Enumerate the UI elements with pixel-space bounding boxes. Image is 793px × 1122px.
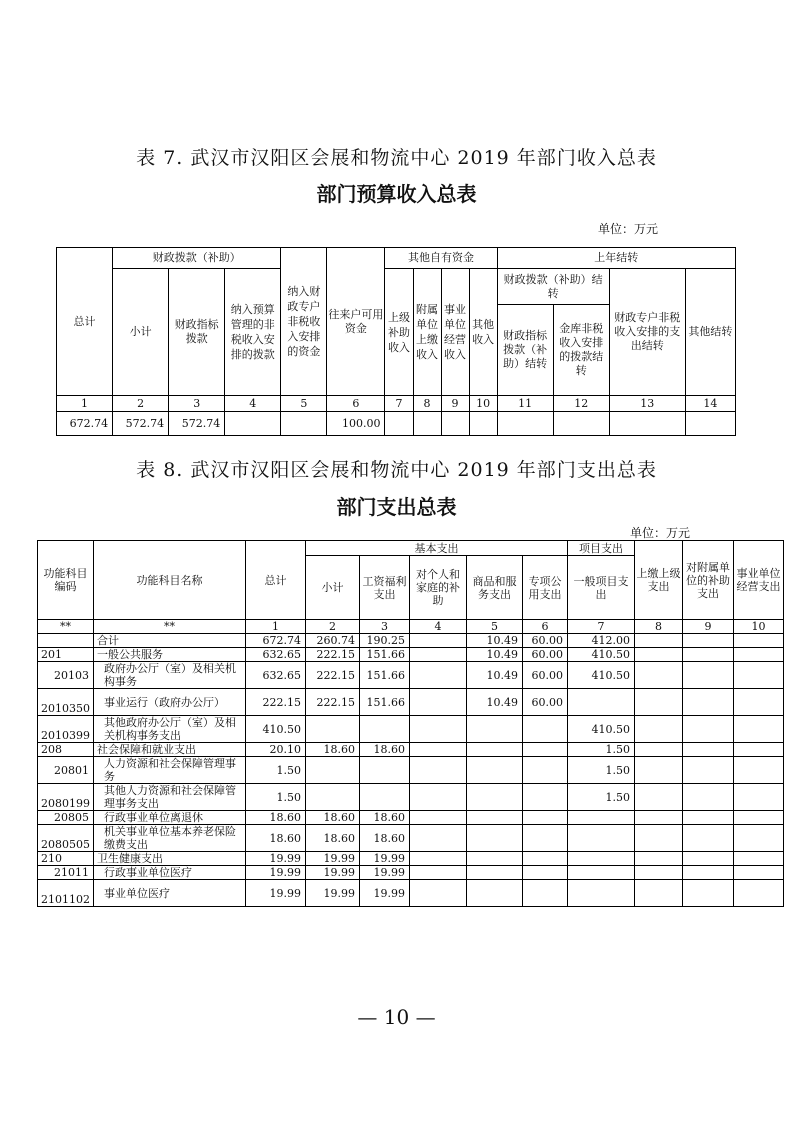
row-value-7 (568, 689, 635, 716)
row-value-8 (635, 880, 683, 907)
row-code: 2010350 (38, 689, 94, 716)
row-value-4 (410, 811, 467, 825)
row-value-5: 10.49 (467, 648, 523, 662)
row-value-9 (683, 866, 734, 880)
income-value-9 (441, 412, 469, 436)
col-number-12: 12 (553, 396, 609, 412)
h8-goods: 商品和服务支出 (467, 556, 523, 620)
row-value-3: 19.99 (360, 880, 410, 907)
row-value-4 (410, 866, 467, 880)
row-code: 20805 (38, 811, 94, 825)
row-value-10 (734, 716, 784, 743)
h8-general-project: 一般项目支出 (568, 556, 635, 620)
table8-subtitle: 部门支出总表 (336, 495, 457, 519)
income-value-2: 572.74 (113, 412, 169, 436)
row-value-5: 10.49 (467, 689, 523, 716)
row-value-7: 410.50 (568, 662, 635, 689)
row-value-5 (467, 880, 523, 907)
income-value-4 (225, 412, 281, 436)
row-value-9 (683, 634, 734, 648)
row-value-4 (410, 757, 467, 784)
h8-project: 项目支出 (568, 541, 635, 556)
row-value-10 (734, 784, 784, 811)
row-value-2: 222.15 (306, 689, 360, 716)
col-number-10: 10 (469, 396, 497, 412)
row-value-10 (734, 648, 784, 662)
row-value-5 (467, 716, 523, 743)
row-value-2: 260.74 (306, 634, 360, 648)
row-value-6 (523, 811, 568, 825)
row-value-7 (568, 825, 635, 852)
row-name: 社会保障和就业支出 (94, 743, 246, 757)
h-last-year: 上年结转 (497, 248, 735, 269)
row-value-2: 18.60 (306, 825, 360, 852)
row-value-8 (635, 662, 683, 689)
h-affiliated: 附属单位上缴收入 (413, 269, 441, 396)
row-value-10 (734, 689, 784, 716)
h-subtotal: 小计 (113, 269, 169, 396)
row-value-10 (734, 662, 784, 689)
index-row (38, 620, 784, 634)
row-value-9 (683, 880, 734, 907)
row-value-9 (683, 757, 734, 784)
row-value-9 (683, 662, 734, 689)
row-value-1: 19.99 (246, 866, 306, 880)
row-code: 20103 (38, 662, 94, 689)
row-value-3: 151.66 (360, 689, 410, 716)
h-total: 总计 (57, 248, 113, 396)
row-value-1: 1.50 (246, 784, 306, 811)
row-value-9 (683, 689, 734, 716)
h-current-funds: 往来户可用资金 (327, 248, 385, 396)
h8-upper-pay: 上缴上级支出 (635, 541, 683, 620)
table-row (38, 866, 784, 880)
row-value-7: 410.50 (568, 648, 635, 662)
income-value-14 (685, 412, 735, 436)
income-value-12 (553, 412, 609, 436)
row-value-2: 222.15 (306, 648, 360, 662)
row-name: 行政事业单位医疗 (94, 866, 246, 880)
h8-code: 功能科目编码 (38, 541, 94, 620)
col-number-14: 14 (685, 396, 735, 412)
col-number-8: 8 (413, 396, 441, 412)
row-value-10 (734, 743, 784, 757)
table7-title: 表 7. 武汉市汉阳区会展和物流中心 2019 年部门收入总表 (136, 147, 657, 169)
row-value-4 (410, 689, 467, 716)
table7-subtitle: 部门预算收入总表 (316, 182, 477, 206)
index-cell-12: 10 (734, 620, 784, 634)
row-name: 其他人力资源和社会保障管理事务支出 (94, 784, 246, 811)
row-value-8 (635, 743, 683, 757)
row-value-8 (635, 634, 683, 648)
col-number-1: 1 (57, 396, 113, 412)
h-fiscal-index: 财政指标拨款 (169, 269, 225, 396)
row-value-3: 18.60 (360, 743, 410, 757)
row-name: 卫生健康支出 (94, 852, 246, 866)
h-nontax-special: 纳入财政专户非税收入安排的资金 (281, 248, 327, 396)
row-value-8 (635, 716, 683, 743)
row-value-3: 18.60 (360, 811, 410, 825)
expenditure-table (37, 540, 784, 907)
h-upper-subsidy: 上级补助收入 (385, 269, 413, 396)
row-value-7 (568, 880, 635, 907)
row-name: 政府办公厅（室）及相关机构事务 (94, 662, 246, 689)
table-row (38, 743, 784, 757)
row-value-8 (635, 825, 683, 852)
col-number-13: 13 (609, 396, 685, 412)
col-number-4: 4 (225, 396, 281, 412)
table7-unit: 单位：万元 (598, 222, 659, 236)
row-value-9 (683, 716, 734, 743)
row-value-4 (410, 784, 467, 811)
row-value-3: 19.99 (360, 852, 410, 866)
index-cell-4: 2 (306, 620, 360, 634)
row-value-1: 19.99 (246, 852, 306, 866)
row-value-4 (410, 634, 467, 648)
row-value-9 (683, 852, 734, 866)
row-value-6 (523, 716, 568, 743)
row-value-9 (683, 648, 734, 662)
row-value-8 (635, 757, 683, 784)
row-value-6: 60.00 (523, 648, 568, 662)
row-value-7 (568, 866, 635, 880)
row-value-3 (360, 716, 410, 743)
h-other-income: 其他收入 (469, 269, 497, 396)
row-code: 2080505 (38, 825, 94, 852)
table-row (38, 784, 784, 811)
row-value-1: 672.74 (246, 634, 306, 648)
row-value-1: 632.65 (246, 662, 306, 689)
income-value-13 (609, 412, 685, 436)
table8-unit: 单位：万元 (630, 526, 691, 540)
row-value-7: 1.50 (568, 784, 635, 811)
h-fiscal-index-carry: 财政指标拨款（补助）结转 (497, 305, 553, 396)
table-row (38, 634, 784, 648)
index-cell-5: 3 (360, 620, 410, 634)
row-value-10 (734, 880, 784, 907)
index-cell-6: 4 (410, 620, 467, 634)
row-value-10 (734, 825, 784, 852)
row-name: 行政事业单位离退休 (94, 811, 246, 825)
index-cell-11: 9 (683, 620, 734, 634)
row-value-5 (467, 866, 523, 880)
row-value-6: 60.00 (523, 689, 568, 716)
row-value-4 (410, 880, 467, 907)
table-row (38, 811, 784, 825)
row-code: 21011 (38, 866, 94, 880)
row-value-4 (410, 825, 467, 852)
row-value-9 (683, 743, 734, 757)
row-value-7 (568, 811, 635, 825)
row-value-8 (635, 648, 683, 662)
row-value-7: 410.50 (568, 716, 635, 743)
row-value-5: 10.49 (467, 634, 523, 648)
row-value-2: 19.99 (306, 880, 360, 907)
row-value-10 (734, 757, 784, 784)
row-value-5 (467, 784, 523, 811)
row-name: 事业单位医疗 (94, 880, 246, 907)
row-value-1: 19.99 (246, 880, 306, 907)
row-value-8 (635, 784, 683, 811)
h-treasury-nontax: 金库非税收入安排的拨款结转 (553, 305, 609, 396)
income-value-7 (385, 412, 413, 436)
table-row (38, 689, 784, 716)
row-value-2: 222.15 (306, 662, 360, 689)
row-code: 208 (38, 743, 94, 757)
row-value-4 (410, 743, 467, 757)
row-value-5 (467, 852, 523, 866)
income-value-3: 572.74 (169, 412, 225, 436)
row-code (38, 634, 94, 648)
h-business-ops: 事业单位经营收入 (441, 269, 469, 396)
row-code: 201 (38, 648, 94, 662)
row-value-3: 19.99 (360, 866, 410, 880)
row-value-5 (467, 825, 523, 852)
col-number-3: 3 (169, 396, 225, 412)
row-value-10 (734, 866, 784, 880)
h8-personal: 对个人和家庭的补助 (410, 556, 467, 620)
h8-name: 功能科目名称 (94, 541, 246, 620)
row-value-10 (734, 634, 784, 648)
row-name: 事业运行（政府办公厅） (94, 689, 246, 716)
income-value-11 (497, 412, 553, 436)
table-row (38, 648, 784, 662)
col-number-2: 2 (113, 396, 169, 412)
page-number: — 10 — (357, 1005, 436, 1029)
table8-title: 表 8. 武汉市汉阳区会展和物流中心 2019 年部门支出总表 (136, 459, 657, 481)
row-value-6 (523, 784, 568, 811)
row-value-7: 1.50 (568, 757, 635, 784)
row-value-6: 60.00 (523, 634, 568, 648)
col-number-6: 6 (327, 396, 385, 412)
row-value-3 (360, 757, 410, 784)
row-value-1: 222.15 (246, 689, 306, 716)
index-cell-9: 7 (568, 620, 635, 634)
row-code: 2080199 (38, 784, 94, 811)
row-value-2: 19.99 (306, 852, 360, 866)
row-value-9 (683, 811, 734, 825)
table-row (38, 825, 784, 852)
h-other-own: 其他自有资金 (385, 248, 497, 269)
row-name: 机关事业单位基本养老保险缴费支出 (94, 825, 246, 852)
row-value-4 (410, 648, 467, 662)
table-row (38, 757, 784, 784)
row-value-7 (568, 852, 635, 866)
row-value-7: 1.50 (568, 743, 635, 757)
row-value-6 (523, 743, 568, 757)
row-value-5 (467, 743, 523, 757)
row-value-4 (410, 852, 467, 866)
row-value-4 (410, 662, 467, 689)
row-code: 20801 (38, 757, 94, 784)
row-value-3 (360, 784, 410, 811)
row-value-7: 412.00 (568, 634, 635, 648)
row-value-8 (635, 811, 683, 825)
row-name: 其他政府办公厅（室）及相关机构事务支出 (94, 716, 246, 743)
row-code: 2101102 (38, 880, 94, 907)
row-value-9 (683, 784, 734, 811)
h8-subtotal: 小计 (306, 556, 360, 620)
index-cell-1: ** (38, 620, 94, 634)
row-value-3: 190.25 (360, 634, 410, 648)
index-cell-2: ** (94, 620, 246, 634)
table-row (38, 880, 784, 907)
row-value-6 (523, 880, 568, 907)
col-number-5: 5 (281, 396, 327, 412)
income-value-10 (469, 412, 497, 436)
h-other-carry: 其他结转 (685, 269, 735, 396)
table-row (38, 662, 784, 689)
row-value-10 (734, 852, 784, 866)
col-number-9: 9 (441, 396, 469, 412)
row-value-3: 151.66 (360, 648, 410, 662)
row-value-8 (635, 852, 683, 866)
row-code: 2010399 (38, 716, 94, 743)
row-value-3: 18.60 (360, 825, 410, 852)
row-value-1: 20.10 (246, 743, 306, 757)
income-value-5 (281, 412, 327, 436)
row-value-6 (523, 825, 568, 852)
row-value-2 (306, 784, 360, 811)
h8-affiliated-subsidy: 对附属单位的补助支出 (683, 541, 734, 620)
row-value-5 (467, 757, 523, 784)
h8-total: 总计 (246, 541, 306, 620)
row-value-9 (683, 825, 734, 852)
col-number-11: 11 (497, 396, 553, 412)
row-value-10 (734, 811, 784, 825)
row-value-1: 632.65 (246, 648, 306, 662)
row-value-5 (467, 811, 523, 825)
row-value-5: 10.49 (467, 662, 523, 689)
h-special-nontax-carry: 财政专户非税收入安排的支出结转 (609, 269, 685, 396)
row-value-6 (523, 757, 568, 784)
table-row (38, 852, 784, 866)
table-row (38, 716, 784, 743)
row-value-6: 60.00 (523, 662, 568, 689)
row-value-8 (635, 866, 683, 880)
row-value-2: 18.60 (306, 811, 360, 825)
row-value-2: 19.99 (306, 866, 360, 880)
row-name: 人力资源和社会保障管理事务 (94, 757, 246, 784)
income-data-row (57, 412, 736, 436)
h-fiscal: 财政拨款（补助） (113, 248, 281, 269)
index-cell-7: 5 (467, 620, 523, 634)
row-value-3: 151.66 (360, 662, 410, 689)
column-number-row (57, 396, 736, 412)
row-value-2: 18.60 (306, 743, 360, 757)
index-cell-3: 1 (246, 620, 306, 634)
row-value-2 (306, 757, 360, 784)
row-value-2 (306, 716, 360, 743)
income-value-6: 100.00 (327, 412, 385, 436)
col-number-7: 7 (385, 396, 413, 412)
index-cell-10: 8 (635, 620, 683, 634)
income-value-1: 672.74 (57, 412, 113, 436)
h8-business-ops: 事业单位经营支出 (734, 541, 784, 620)
h8-basic: 基本支出 (306, 541, 568, 556)
row-value-6 (523, 852, 568, 866)
row-value-6 (523, 866, 568, 880)
row-value-8 (635, 689, 683, 716)
row-name: 一般公共服务 (94, 648, 246, 662)
row-value-1: 18.60 (246, 811, 306, 825)
income-table (56, 247, 736, 436)
row-value-1: 410.50 (246, 716, 306, 743)
h8-special: 专项公用支出 (523, 556, 568, 620)
row-value-1: 18.60 (246, 825, 306, 852)
income-value-8 (413, 412, 441, 436)
row-value-1: 1.50 (246, 757, 306, 784)
index-cell-8: 6 (523, 620, 568, 634)
h-fiscal-carry: 财政拨款（补助）结转 (497, 269, 609, 305)
row-code: 210 (38, 852, 94, 866)
row-value-4 (410, 716, 467, 743)
row-name: 合计 (94, 634, 246, 648)
h8-wages: 工资福利支出 (360, 556, 410, 620)
h-nontax-budget: 纳入预算管理的非税收入安排的拨款 (225, 269, 281, 396)
